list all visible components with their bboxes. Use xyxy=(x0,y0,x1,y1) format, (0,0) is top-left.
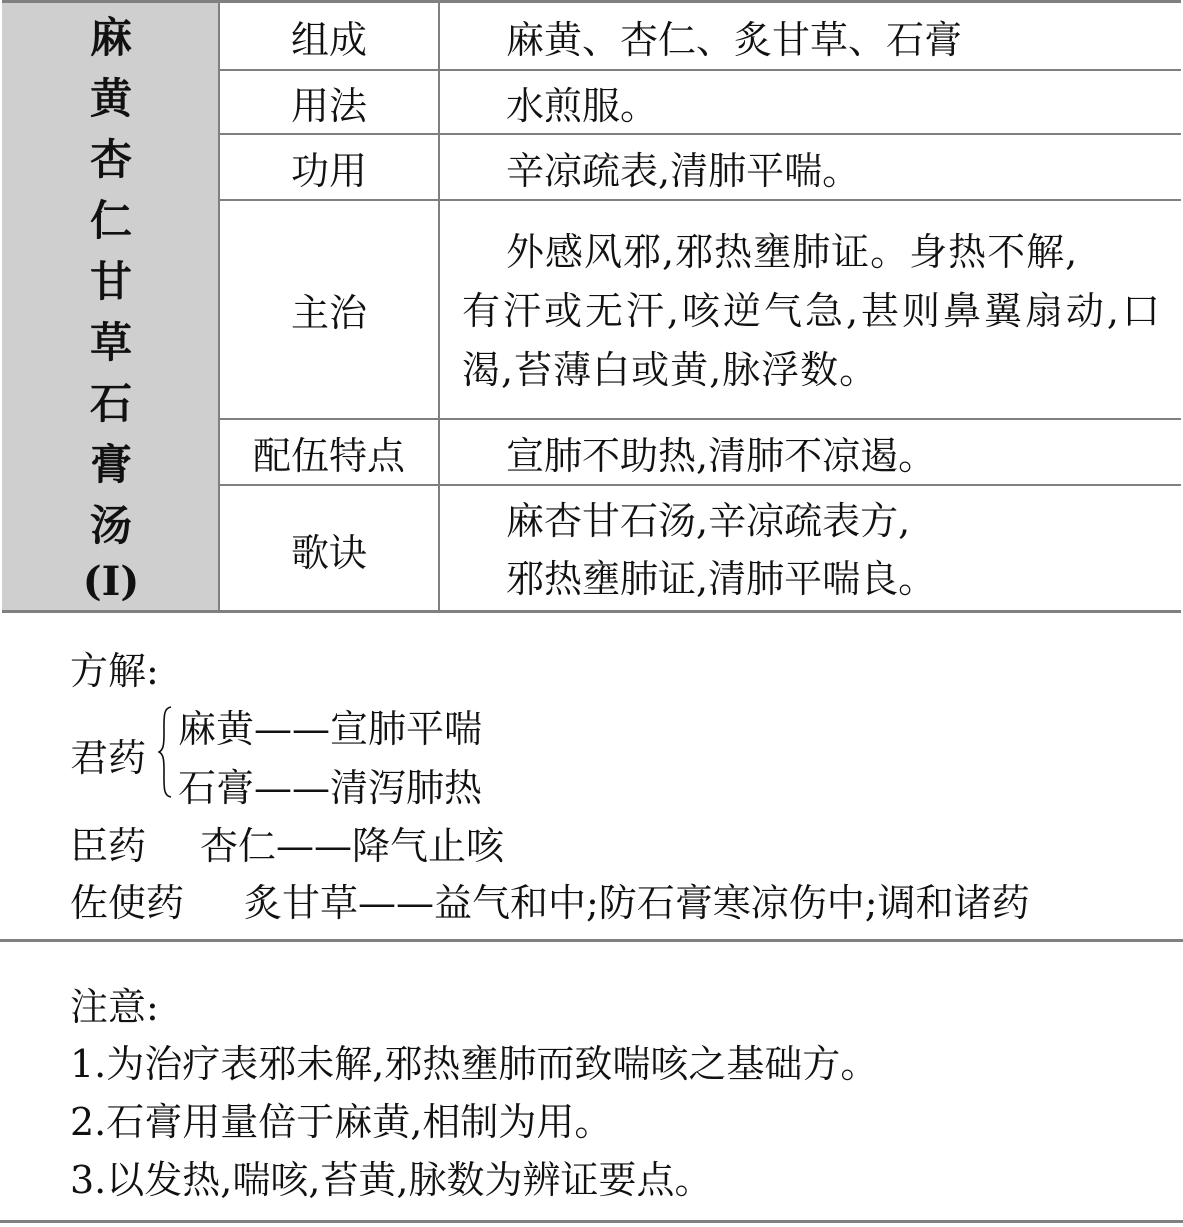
chen-label: 臣药 xyxy=(70,824,147,868)
table-row-function xyxy=(220,135,1181,201)
title-suffix: (Ⅰ) xyxy=(82,558,140,605)
title-char: 汤 xyxy=(89,501,132,550)
table-row-compatibility xyxy=(220,420,1181,486)
table-row-composition xyxy=(220,3,1181,71)
divider xyxy=(0,1220,1183,1223)
table-row-indications xyxy=(220,201,1181,420)
row-content: 水煎服。 xyxy=(506,83,659,128)
title-char: 石 xyxy=(89,379,132,428)
note-item: 2.石膏用量倍于麻黄,相制为用。 xyxy=(70,1100,613,1144)
row-label: 功用 xyxy=(220,135,440,199)
jun-item: 麻黄——宣肺平喘 xyxy=(178,707,483,751)
row-content: 宣肺不助热,清肺不凉遏。 xyxy=(506,433,937,478)
zuoshi-label: 佐使药 xyxy=(70,881,185,925)
title-char: 麻 xyxy=(89,13,132,62)
formula-title-column xyxy=(2,3,220,610)
note-item: 3.以发热,喘咳,苔黄,脉数为辨证要点。 xyxy=(70,1158,713,1202)
brace-icon xyxy=(158,706,172,798)
jun-item: 石膏——清泻肺热 xyxy=(178,766,483,810)
table-row-verse xyxy=(220,486,1181,613)
verse-line: 邪热壅肺证,清肺平喘良。 xyxy=(506,556,937,601)
row-content: 辛凉疏表,清肺平喘。 xyxy=(506,148,861,193)
chen-content: 杏仁——降气止咳 xyxy=(200,824,505,868)
analysis-heading: 方解: xyxy=(70,649,159,693)
table-row-usage xyxy=(220,71,1181,135)
note-item: 1.为治疗表邪未解,邪热壅肺而致喘咳之基础方。 xyxy=(70,1042,879,1086)
title-char: 仁 xyxy=(89,196,132,245)
title-char: 杏 xyxy=(89,135,132,184)
indication-text-rest: 有汗或无汗,咳逆气急,甚则鼻翼扇动,口渴,苔薄白或黄,脉浮数。 xyxy=(462,289,1161,392)
title-char: 黄 xyxy=(89,74,132,123)
zuoshi-content: 炙甘草——益气和中;防石膏寒凉伤中;调和诸药 xyxy=(244,881,1030,925)
row-label: 组成 xyxy=(220,3,440,69)
divider xyxy=(0,939,1183,942)
formula-title xyxy=(2,7,220,608)
row-label: 配伍特点 xyxy=(220,420,440,484)
row-content xyxy=(440,486,1181,613)
indication-text-first: 外感风邪,邪热壅肺证。身热不解, xyxy=(506,230,1079,274)
row-content: 麻黄、杏仁、炙甘草、石膏 xyxy=(506,17,963,62)
title-char: 膏 xyxy=(89,440,132,489)
row-label: 歌诀 xyxy=(220,486,440,613)
notes-heading: 注意: xyxy=(70,985,159,1029)
title-char: 甘 xyxy=(89,257,132,306)
jun-label: 君药 xyxy=(70,736,147,780)
row-label: 用法 xyxy=(220,71,440,133)
row-label: 主治 xyxy=(220,201,440,418)
row-content xyxy=(440,201,1181,418)
title-char: 草 xyxy=(89,318,132,367)
formula-table xyxy=(2,0,1181,613)
verse-line: 麻杏甘石汤,辛凉疏表方, xyxy=(506,498,911,543)
